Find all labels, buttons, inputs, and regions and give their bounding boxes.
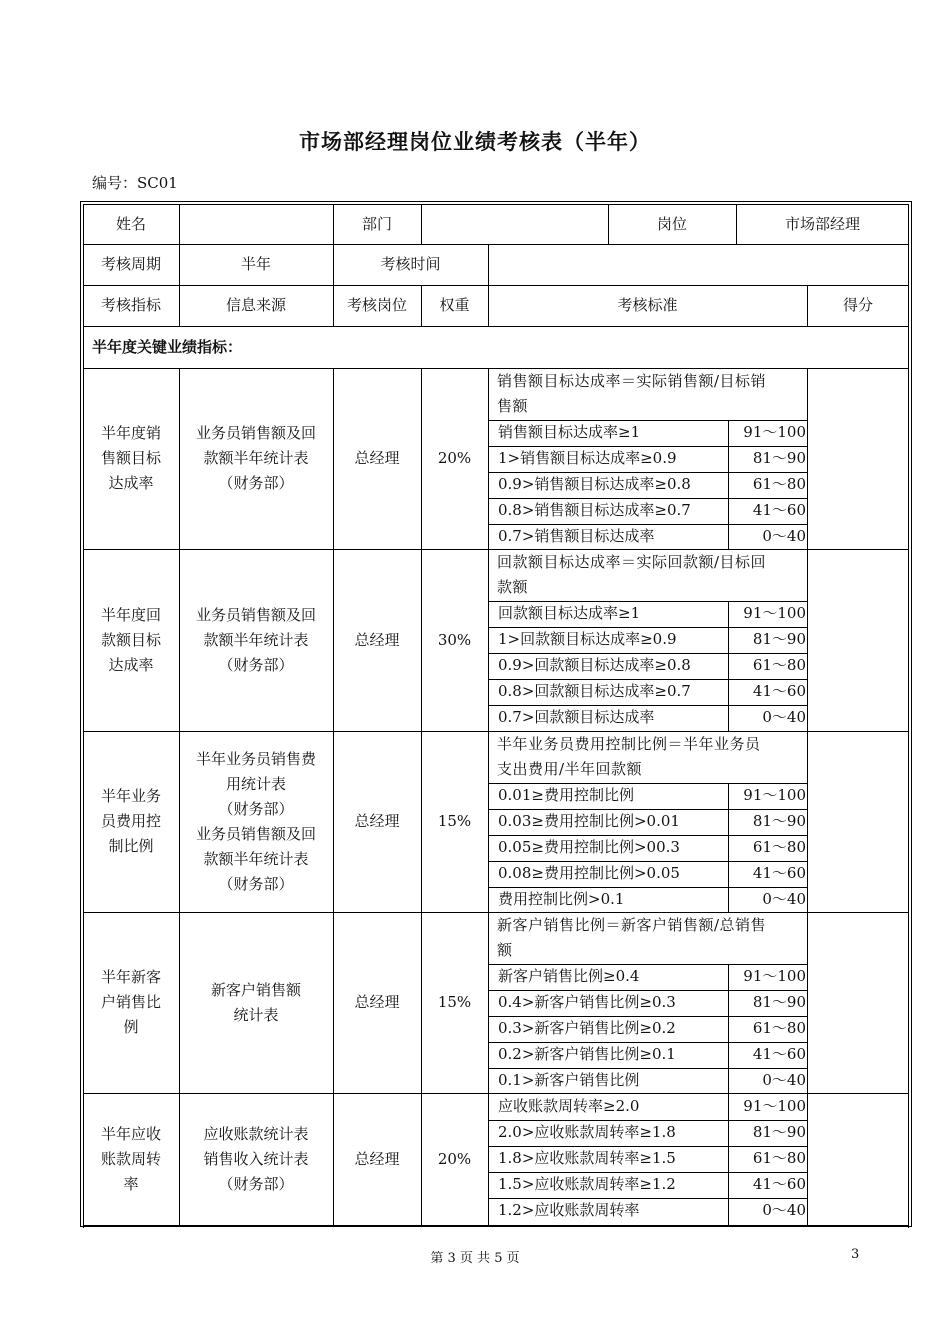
kpi-post: 总经理 <box>354 993 400 1011</box>
kpi-post: 总经理 <box>354 812 400 830</box>
kpi-source-line: 款额半年统计表 <box>203 630 309 649</box>
kpi-level-condition: 1>回款额目标达成率≥0.9 <box>498 630 677 648</box>
grid-line <box>728 601 729 731</box>
kpi-weight: 15% <box>437 812 472 830</box>
page-title: 市场部经理岗位业绩考核表（半年） <box>299 129 651 154</box>
grid-line <box>488 912 489 1093</box>
name-label: 姓名 <box>115 214 146 233</box>
kpi-formula-line: 支出费用/半年回款额 <box>497 760 643 778</box>
kpi-indicator-line: 半年业务 <box>100 787 161 805</box>
kpi-level-condition: 费用控制比例>0.1 <box>498 890 625 908</box>
kpi-level-score: 0～40 <box>762 527 806 545</box>
grid-line <box>488 1093 489 1225</box>
kpi-level-condition: 销售额目标达成率≥1 <box>498 423 641 441</box>
kpi-indicator <box>83 603 179 678</box>
kpi-level-condition: 应收账款周转率≥2.0 <box>498 1097 640 1115</box>
dept-label: 部门 <box>361 214 392 233</box>
grid-line <box>807 368 808 549</box>
kpi-source <box>179 978 333 1028</box>
kpi-formula-line: 额 <box>497 941 513 959</box>
grid-line <box>807 731 808 912</box>
grid-line <box>488 549 489 731</box>
kpi-indicator-line: 半年新客 <box>100 968 161 986</box>
kpi-source <box>179 603 333 678</box>
column-header-5: 得分 <box>842 296 873 314</box>
kpi-level-score: 81～90 <box>752 630 806 648</box>
kpi-level-score: 91～100 <box>743 1097 806 1115</box>
grid-line <box>421 285 422 326</box>
kpi-level-condition: 1.5>应收账款周转率≥1.2 <box>498 1175 676 1193</box>
grid-line <box>488 244 489 285</box>
column-header-0: 考核指标 <box>100 296 161 314</box>
kpi-level-condition: 0.08≥费用控制比例>0.05 <box>498 864 680 882</box>
kpi-indicator <box>83 421 179 496</box>
kpi-source-line: 半年业务员销售费 <box>195 749 316 768</box>
kpi-formula-line: 款额 <box>497 578 529 596</box>
kpi-source-line: 业务员销售额及回 <box>195 824 316 843</box>
grid-line <box>728 783 729 912</box>
grid-line <box>488 368 489 549</box>
kpi-weight: 20% <box>437 449 472 467</box>
kpi-source-line: （财务部） <box>218 799 294 818</box>
kpi-level-condition: 0.03≥费用控制比例>0.01 <box>498 812 680 830</box>
kpi-level-score: 81～90 <box>752 812 806 830</box>
kpi-level-score: 81～90 <box>752 1123 806 1141</box>
grid-line <box>179 204 180 244</box>
kpi-source <box>179 1122 333 1197</box>
grid-line <box>421 204 422 244</box>
kpi-level-score: 61～80 <box>752 656 806 674</box>
kpi-level-score: 81～90 <box>752 993 806 1011</box>
kpi-source-line: 业务员销售额及回 <box>195 424 316 442</box>
kpi-source-line: 新客户销售额 <box>210 980 301 999</box>
kpi-level-condition: 0.9>销售额目标达成率≥0.8 <box>498 475 691 493</box>
kpi-level-condition: 0.4>新客户销售比例≥0.3 <box>498 993 676 1011</box>
grid-line <box>83 326 909 327</box>
kpi-source-line: （财务部） <box>218 874 294 893</box>
kpi-level-condition: 0.9>回款额目标达成率≥0.8 <box>498 656 691 674</box>
kpi-formula-line: 半年业务员费用控制比例＝半年业务员 <box>497 735 761 753</box>
grid-line <box>488 285 489 326</box>
kpi-indicator-line: 达成率 <box>108 655 154 674</box>
kpi-level-score: 91～100 <box>743 604 806 622</box>
kpi-formula-line: 新客户销售比例＝新客户销售额/总销售 <box>497 916 767 934</box>
kpi-source-line: （财务部） <box>218 655 294 674</box>
grid-line <box>807 285 808 326</box>
kpi-weight: 30% <box>437 630 472 649</box>
kpi-level-score: 91～100 <box>743 967 806 985</box>
kpi-level-score: 41～60 <box>752 1175 806 1193</box>
grid-line <box>728 1094 729 1225</box>
column-header-1: 信息来源 <box>225 296 286 314</box>
kpi-indicator-line: 制比例 <box>108 837 154 855</box>
kpi-formula-line: 售额 <box>497 397 529 415</box>
kpi-indicator-line: 半年应收 <box>100 1124 161 1143</box>
kpi-formula-line: 回款额目标达成率＝实际回款额/目标回 <box>497 553 767 571</box>
kpi-level-score: 0～40 <box>762 1071 806 1089</box>
kpi-indicator-line: 半年度销 <box>100 424 161 442</box>
kpi-level-condition: 0.05≥费用控制比例>00.3 <box>498 838 680 856</box>
kpi-source-line: 业务员销售额及回 <box>195 605 316 624</box>
kpi-level-condition: 0.7>回款额目标达成率 <box>498 708 655 726</box>
kpi-level-condition: 0.8>回款额目标达成率≥0.7 <box>498 682 691 700</box>
kpi-level-condition: 1>销售额目标达成率≥0.9 <box>498 449 677 467</box>
post-label: 岗位 <box>656 214 687 233</box>
kpi-level-score: 41～60 <box>752 1045 806 1063</box>
kpi-post: 总经理 <box>354 630 400 649</box>
grid-line <box>488 731 489 912</box>
grid-line <box>807 912 808 1093</box>
kpi-level-condition: 新客户销售比例≥0.4 <box>498 967 640 985</box>
kpi-source-line: （财务部） <box>218 1174 294 1193</box>
kpi-level-score: 61～80 <box>752 1149 806 1167</box>
kpi-formula-line: 销售额目标达成率＝实际销售额/目标销 <box>497 372 767 390</box>
kpi-formula <box>497 550 803 600</box>
kpi-level-condition: 0.1>新客户销售比例 <box>498 1071 640 1089</box>
kpi-source-line: 款额半年统计表 <box>203 849 309 868</box>
period-label: 考核周期 <box>100 255 161 273</box>
kpi-source-line: 用统计表 <box>225 774 286 793</box>
kpi-level-condition: 1.8>应收账款周转率≥1.5 <box>498 1149 676 1167</box>
grid-line <box>179 285 180 326</box>
grid-line <box>83 1225 909 1226</box>
kpi-formula <box>497 913 803 963</box>
kpi-level-condition: 0.7>销售额目标达成率 <box>498 527 655 545</box>
period-value: 半年 <box>240 255 271 273</box>
kpi-level-condition: 0.01≥费用控制比例 <box>498 786 634 804</box>
kpi-indicator-line: 半年度回 <box>100 605 161 624</box>
kpi-indicator-line: 例 <box>123 1018 139 1036</box>
kpi-level-score: 81～90 <box>752 449 806 467</box>
kpi-indicator-line: 率 <box>123 1174 139 1193</box>
kpi-indicator <box>83 784 179 859</box>
kpi-indicator-line: 售额目标 <box>100 449 161 467</box>
kpi-indicator <box>83 965 179 1040</box>
page-footer-text: 第 3 页 共 5 页 <box>430 1251 520 1266</box>
kpi-level-score: 61～80 <box>752 838 806 856</box>
kpi-level-condition: 2.0>应收账款周转率≥1.8 <box>498 1123 676 1141</box>
kpi-indicator <box>83 1122 179 1197</box>
kpi-source-line: 统计表 <box>233 1005 279 1024</box>
kpi-weight: 15% <box>437 993 472 1011</box>
grid-line <box>728 420 729 549</box>
kpi-level-score: 61～80 <box>752 475 806 493</box>
kpi-level-score: 0～40 <box>762 708 806 726</box>
grid-line <box>333 285 334 326</box>
kpi-level-score: 41～60 <box>752 864 806 882</box>
kpi-source <box>179 747 333 897</box>
kpi-level-score: 0～40 <box>762 890 806 908</box>
kpi-indicator-line: 达成率 <box>108 474 154 492</box>
kpi-indicator-line: 户销售比 <box>100 993 161 1011</box>
page-number: 3 <box>851 1247 860 1262</box>
kpi-indicator-line: 员费用控 <box>100 812 161 830</box>
post-value: 市场部经理 <box>784 214 860 233</box>
kpi-weight: 20% <box>437 1149 472 1168</box>
kpi-post: 总经理 <box>354 1149 400 1168</box>
kpi-level-score: 91～100 <box>743 423 806 441</box>
form-code: 编号：SC01 <box>92 174 178 192</box>
kpi-source-line: 销售收入统计表 <box>203 1149 309 1168</box>
kpi-level-score: 91～100 <box>743 786 806 804</box>
kpi-level-score: 41～60 <box>752 501 806 519</box>
time-label: 考核时间 <box>380 255 441 273</box>
grid-line <box>728 964 729 1093</box>
column-header-3: 权重 <box>439 296 470 314</box>
kpi-level-condition: 回款额目标达成率≥1 <box>498 604 641 622</box>
kpi-source <box>179 421 333 496</box>
kpi-formula <box>497 732 803 782</box>
kpi-post: 总经理 <box>354 449 400 467</box>
kpi-level-score: 0～40 <box>762 1201 806 1219</box>
grid-line <box>807 549 808 731</box>
kpi-level-condition: 0.3>新客户销售比例≥0.2 <box>498 1019 676 1037</box>
column-header-4: 考核标准 <box>617 296 678 314</box>
kpi-level-condition: 0.2>新客户销售比例≥0.1 <box>498 1045 676 1063</box>
kpi-level-condition: 1.2>应收账款周转率 <box>498 1201 640 1219</box>
kpi-indicator-line: 款额目标 <box>100 630 161 649</box>
kpi-level-condition: 0.8>销售额目标达成率≥0.7 <box>498 501 691 519</box>
grid-line <box>807 1093 808 1225</box>
kpi-level-score: 41～60 <box>752 682 806 700</box>
section-title: 半年度关键业绩指标： <box>92 338 243 356</box>
kpi-source-line: 应收账款统计表 <box>203 1124 309 1143</box>
kpi-formula <box>497 369 803 419</box>
kpi-indicator-line: 账款周转 <box>100 1149 161 1168</box>
column-header-2: 考核岗位 <box>346 296 407 314</box>
kpi-level-score: 61～80 <box>752 1019 806 1037</box>
kpi-source-line: （财务部） <box>218 474 294 492</box>
kpi-source-line: 款额半年统计表 <box>203 449 309 467</box>
